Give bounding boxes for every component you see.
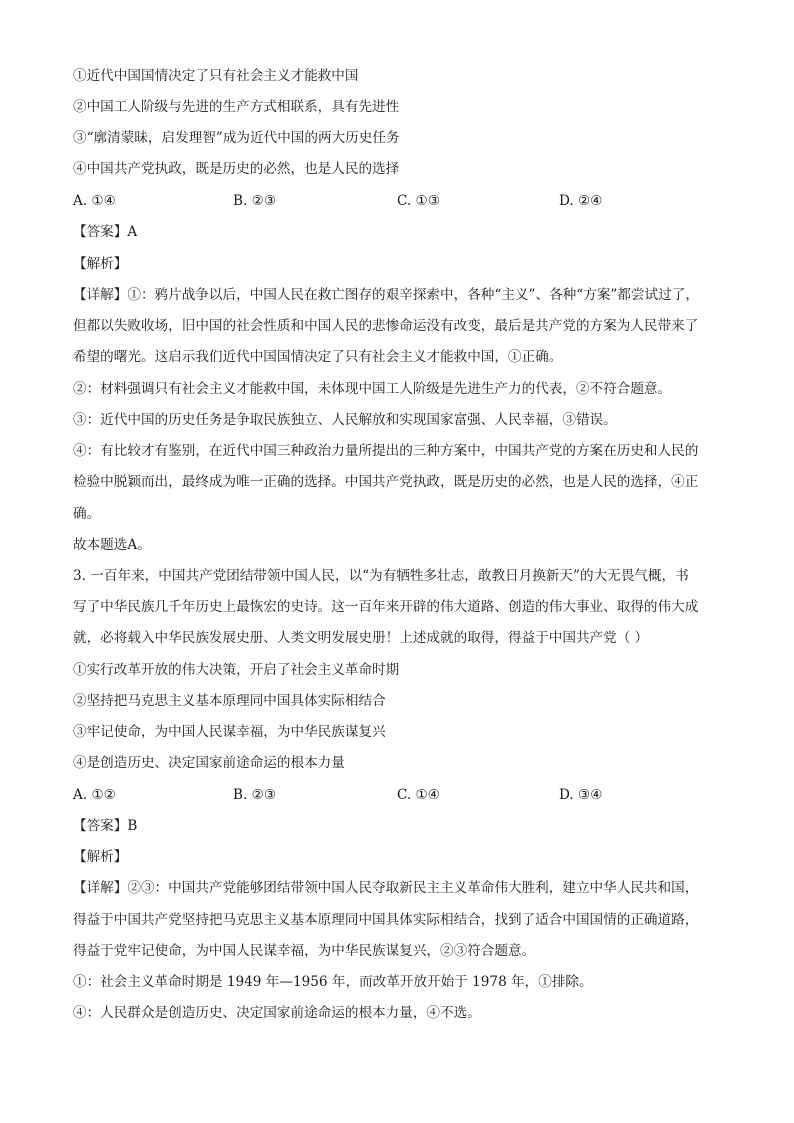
q3-option-d[interactable]: D. ③④	[559, 787, 603, 803]
q2-option-c[interactable]: C. ①③	[397, 193, 440, 209]
q2-detail-line-8: 确。	[73, 506, 101, 522]
q2-statement-2: ②中国工人阶级与先进的生产方式相联系，具有先进性	[73, 99, 400, 115]
q2-statement-4: ④中国共产党执政，既是历史的必然，也是人民的选择	[73, 161, 400, 177]
q3-option-b[interactable]: B. ②③	[233, 787, 277, 803]
q3-detail-line-1: 【详解】②③：中国共产党能够团结带领中国人民夺取新民主主义革命伟大胜利，建立中华人民共和国，	[73, 880, 699, 896]
q2-detail-line-3: 希望的曙光。这启示我们近代中国国情决定了只有社会主义才能救中国，①正确。	[73, 349, 563, 365]
q3-statement-2: ②坚持把马克思主义基本原理同中国具体实际相结合	[73, 693, 386, 709]
q2-conclusion: 故本题选A。	[73, 537, 151, 553]
q2-detail-line-5: ③：近代中国的历史任务是争取民族独立、人民解放和实现国家富强、人民幸福，③错误。	[73, 412, 617, 428]
q3-stem-line-3: 就，必将载入中华民族发展史册、人类文明发展史册！上述成就的取得，得益于中国共产党（ ）	[73, 630, 649, 646]
q3-detail-line-2: 得益于中国共产党坚持把马克思主义基本原理同中国具体实际相结合，找到了适合中国国情的正确道路，	[73, 912, 699, 928]
q3-analysis-label: 【解析】	[73, 849, 128, 865]
q3-statement-1: ①实行改革开放的伟大决策，开启了社会主义革命时期	[73, 662, 400, 678]
q3-statement-4: ④是创造历史、决定国家前途命运的根本力量	[73, 755, 345, 771]
q3-detail-line-4: ①：社会主义革命时期是 1949 年—1956 年，而改革开放开始于 1978 年，①排除。	[73, 974, 593, 990]
q3-detail-line-3: 得益于党牢记使命，为中国人民谋幸福，为中华民族谋复兴，②③符合题意。	[73, 943, 536, 959]
q3-stem-line-2: 写了中华民族几千年历史上最恢宏的史诗。这一百年来开辟的伟大道路、创造的伟大事业、取得的伟大成	[73, 599, 699, 615]
q2-option-d[interactable]: D. ②④	[559, 193, 603, 209]
q3-detail-line-5: ④：人民群众是创造历史、决定国家前途命运的根本力量，④不选。	[73, 1005, 481, 1021]
q2-detail-line-6: ④：有比较才有鉴别，在近代中国三种政治力量所提出的三种方案中，中国共产党的方案在历史和人民的	[73, 443, 699, 459]
q2-detail-line-2: 但都以失败收场，旧中国的社会性质和中国人民的悲惨命运没有改变，最后是共产党的方案为人民带来了	[73, 318, 699, 334]
q3-option-c[interactable]: C. ①④	[397, 787, 440, 803]
q2-detail-line-7: 检验中脱颖而出，最终成为唯一正确的选择。中国共产党执政，既是历史的必然，也是人民的选择，④正	[73, 474, 699, 490]
q2-answer: 【答案】A	[73, 224, 138, 240]
q2-analysis-label: 【解析】	[73, 256, 128, 272]
q3-option-a[interactable]: A. ①②	[73, 787, 116, 803]
q2-option-a[interactable]: A. ①④	[73, 193, 116, 209]
q3-statement-3: ③牢记使命，为中国人民谋幸福，为中华民族谋复兴	[73, 724, 386, 740]
q2-detail-line-4: ②：材料强调只有社会主义才能救中国，未体现中国工人阶级是先进生产力的代表，②不符合题意。	[73, 381, 672, 397]
q3-stem-line-1: 3. 一百年来，中国共产党团结带领中国人民，以“为有牺牲多壮志，敢教日月换新天”的大无畏气概，书	[73, 568, 689, 584]
q2-statement-1: ①近代中国国情决定了只有社会主义才能救中国	[73, 68, 359, 84]
q3-answer: 【答案】B	[73, 818, 138, 834]
q2-option-b[interactable]: B. ②③	[233, 193, 277, 209]
q2-detail-line-1: 【详解】①：鸦片战争以后，中国人民在救亡图存的艰辛探索中，各种“主义”、各种“方案”都尝试过了，	[73, 287, 699, 303]
q2-statement-3: ③“廓清蒙昧，启发理智”成为近代中国的两大历史任务	[73, 130, 400, 146]
